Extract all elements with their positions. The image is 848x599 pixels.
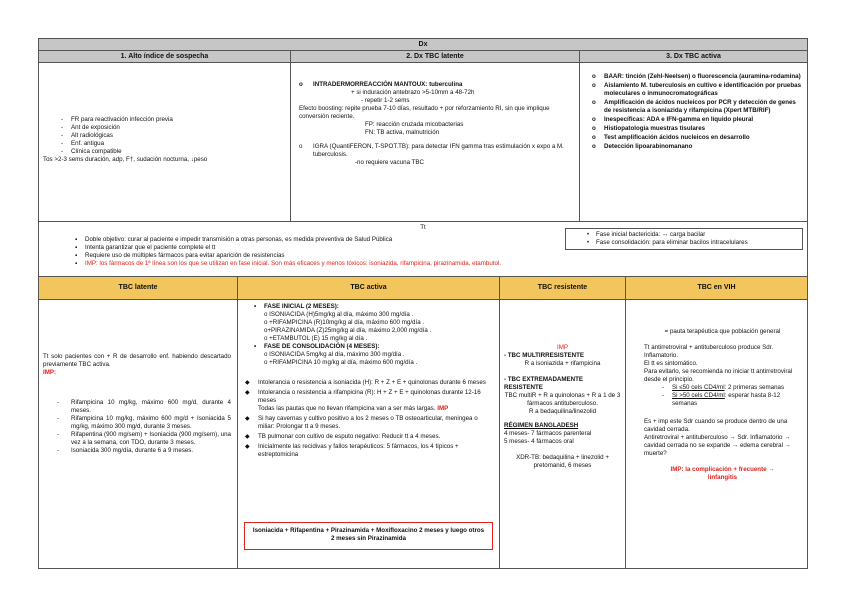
multi-text: R a isoniazida + rifampicina — [524, 360, 601, 367]
fase-inicial-drug: o +ETAMBUTOL (E) 15 mg/kg al día . — [264, 335, 368, 342]
list-item: ▪ Intenta garantizar que el paciente complete el tt — [73, 244, 567, 252]
latente-imp: IMP: — [43, 369, 57, 376]
section-header-latente: 2. Dx TBC latente — [290, 50, 580, 63]
list-item: - Ant de exposición — [57, 124, 290, 132]
list-item: ◆ Si hay cavernas y cultivo positivo a los 2 meses o TB osteoarticular, meningea o miliar: Prolongar tt a 9 meses. — [244, 415, 495, 431]
mantoux-title: INTRADERMORREACCIÓN MANTOUX: tuberculina — [313, 81, 463, 88]
igra-note: -no requiere vacuna TBC — [355, 159, 425, 166]
sospecha-list — [39, 116, 290, 156]
list-item: o BAAR: tinción (Zehl-Neelsen) o fluorescencia (auramina-rodamina) — [588, 73, 803, 81]
section-header-sospecha: 1. Alto índice de sospecha — [38, 50, 291, 63]
fase-consolidacion-drug: o +RIFAMPICINA 10 mg/kg al día, máximo 600 mg/día . — [264, 359, 418, 366]
false-negative: FN: TB activa, malnutrición — [365, 129, 440, 136]
col-header-latente: TBC latente — [38, 276, 238, 300]
resistente-cell — [499, 299, 626, 569]
list-item: ◆ Inicialmente las recidivas y fallos terapéuticos: 5 fármacos, los 4 típicos + estreptomicina — [244, 443, 495, 459]
list-item: o Aislamiento M. tuberculosis en cultivo e identificación por pruebas moleculares o inmunocromatográficas — [588, 82, 803, 98]
ext-text-2: R a bedaquilina/linezolid — [528, 408, 597, 415]
list-item: ◆ Intolerancia o resistencia a isoniacida (H): R + Z + E + quinolonas durante 6 meses — [244, 379, 495, 387]
sospecha-tos: Tos >2-3 sems duración, adp, F†, sudación nocturna, ↓peso — [43, 156, 208, 163]
latente-cell — [38, 299, 238, 569]
activa-note-imp: IMP — [437, 405, 449, 412]
list-item: o Amplificación de ácidos nucleicos por PCR y detección de genes de resistencia a isoniazida y rifampicina (Xpert MTB/RIF) — [588, 99, 803, 115]
list-item: ◆ TB pulmonar con cultivo de esputo negativo: Reducir tt a 4 meses. — [244, 433, 495, 441]
latente-dx-cell: o INTRADERMORREACCIÓN MANTOUX: tuberculina + si induración antebrazo >5-10mm a 48-72h - repetir 1-2 sems Efecto boosting: repite prueba 7-10 días, resultado + por reforzamiento RI, sin que implique conversión reciente. FP: reacción cruzada micobacterias FN: TB activa, malnutrición o IGRA (QuantiFERON, T-SPOT.TB): para detectar IFN gamma tras estimulación x expo a M. tuberculosis. -no requiere vacuna TBC — [290, 62, 580, 222]
mantoux-repeat: - repetir 1-2 sems — [361, 97, 410, 104]
boosting-text: Efecto boosting: repite prueba 7-10 días, resultado + por reforzamiento RI, sin que implique conversión reciente. — [299, 105, 550, 120]
bangladesh-item: 5 meses- 4 fármacos oral — [504, 438, 574, 445]
list-item: - Enf. antigua — [57, 140, 290, 148]
section-header-activa: 3. Dx TBC activa — [579, 50, 808, 63]
list-item: - Rifapentina (900 mg/sem) + Isoniacida (900 mg/sem), una vez a la semana, con TDO, durante 3 meses. — [53, 431, 231, 447]
vih-p1: Tt antirretroviral + antituberculoso produce Sdr. Inflamatorio. — [644, 344, 774, 359]
fase-inicial-drug: o+PIRAZINAMIDA (Z)25mg/kg al día, máximo 2,000 mg/día . — [264, 327, 432, 334]
vih-cell — [625, 299, 808, 569]
list-item: - Rifampicina 10 mg/kg, máximo 600 mg/d + Isoniacida 5 mg/kg, máximo 300 mg/d, durante 3 meses. — [53, 415, 231, 431]
tt-cell: Tt ▪ Doble objetivo: curar al paciente e impedir transmisión a otras personas, es medida preventiva de Salud Pública ▪ Intenta garantizar que el paciente complete el tt ▪ Requiere uso de múltiples fármacos para evitar aparición de resistencias ▪ IMP: los fármacos de 1ª línea son los que se utilizan en fase inicial. Son más eficaces y menos tóxicos: isoniazida, rifampicina, pirazinamida, etambutol. • Fase inicial bactericida: ↔ carga bacilar • Fase consolidación: para eliminar bacilos intracelulares — [38, 221, 808, 277]
tt-phase-box — [565, 228, 803, 250]
dx-title: Dx — [38, 38, 808, 51]
list-item: ▪ Doble objetivo: curar al paciente e impedir transmisión a otras personas, es medida preventiva de Salud Pública — [73, 236, 567, 244]
col-header-resistente: TBC resistente — [499, 276, 626, 300]
tt-title: Tt — [420, 224, 426, 231]
vih-p3: Para evitarlo, se recomienda no iniciar tt antirretroviral desde el principio. — [644, 368, 793, 383]
fase-inicial-drug: o ISONIACIDA (H)5mg/kg al día, máximo 300 mg/día . — [264, 311, 414, 318]
vih-p5: Antiretroviral + antituberculoso → Sdr. Inflamatorio → cavidad cerrada no se expande → edema cerebral → muerte? — [644, 434, 791, 457]
fase-inicial-title: FASE INICIAL (2 MESES): — [264, 303, 339, 310]
igra-text: IGRA (QuantiFERON, T-SPOT.TB): para detectar IFN gamma tras estimulación x expo a M. tuberculosis. — [313, 143, 564, 158]
list-item: o Detección lipoarabinomanano — [588, 143, 803, 151]
list-item: - Alt radiológicas — [57, 132, 290, 140]
resistente-imp: IMP — [556, 344, 568, 351]
fase-consolidacion-drug: o ISONIACIDA 5mg/kg al día, máximo 300 mg/día . — [264, 351, 405, 358]
list-item: ▪ Requiere uso de múltiples fármacos para evitar aparición de resistencias — [73, 252, 567, 260]
list-item: o Inespecíficas: ADA e IFN-gamma en líquido pleural — [588, 116, 803, 124]
bangladesh-item: 4 meses- 7 fármacos parenteral — [504, 430, 592, 437]
bangladesh-title: RÉGIMEN BANGLADESH — [504, 422, 579, 429]
fase-inicial-drug: o +RIFAMPICINA (R)10mg/kg al día, máximo 600 mg/día . — [264, 319, 425, 326]
list-item: - Isoniacida 300 mg/día, durante 6 a 9 meses. — [53, 447, 231, 455]
cd4-threshold: Si >50 cels CD4/ml — [672, 392, 725, 399]
ext-text: TBC multiR + R a quinolonas + R a 1 de 3 fármacos antituberculoso. — [504, 392, 621, 407]
cd4-threshold: Si ≤50 cels CD4/ml — [672, 384, 725, 391]
fase-consolidacion-title: FASE DE CONSOLIDACIÓN (4 MESES): — [264, 343, 380, 350]
list-item: - FR para reactivación infección previa — [57, 116, 290, 124]
vih-p4: Es + imp este Sdr cuando se produce dentro de una cavidad cerrada. — [644, 418, 788, 433]
list-item: o Histiopatología muestras tisulares — [588, 125, 803, 133]
activa-dx-list — [588, 73, 803, 152]
activa-regimen-box: Isoniacida + Rifapentina + Pirazinamida + Moxifloxacino 2 meses y luego otros 2 meses sin Pirazinamida — [244, 522, 493, 550]
vih-p2: El tt es sintomático. — [644, 360, 698, 367]
latente-intro: Tt solo pacientes con + R de desarrollo enf. habiendo descartado previamente TBC activa. — [43, 353, 231, 368]
list-item: - Clínica compatible — [57, 148, 290, 156]
tt-list — [73, 236, 567, 260]
mantoux-positive: + si induración antebrazo >5-10mm a 48-72h — [351, 89, 475, 96]
tt-imp: IMP: los fármacos de 1ª línea son los que se utilizan en fase inicial. Son más eficaces y menos tóxicos: isoniazida, rifampicina, pirazinamida, etambutol. — [85, 260, 502, 267]
vih-imp: IMP: la complicación + frecuente → linfangitis — [670, 466, 775, 481]
list-item: - Rifampicina 10 mg/kg, máximo 600 mg/d, durante 4 meses. — [53, 399, 231, 415]
latente-list — [53, 399, 231, 455]
list-item — [658, 384, 801, 392]
activa-dx-cell — [579, 62, 808, 222]
vih-pauta: = pauta terapéutica que población general — [664, 328, 781, 335]
activa-cell: • FASE INICIAL (2 MESES): o ISONIACIDA (H)5mg/kg al día, máximo 300 mg/día . o +RIFAMPICINA (R)10mg/kg al día, máximo 600 mg/día . o+PIRAZINAMIDA (Z)25mg/kg al día, máximo 2,000 mg/día . o +ETAMBUTOL (E) 15 mg/kg al día . • FASE DE CONSOLIDACIÓN (4 MESES): o ISONIACIDA 5mg/kg al día, máximo 300 mg/día . o +RIFAMPICINA 10 mg/kg al día, máximo 600 mg/día . ◆ Intolerancia o resistencia a isoniacida (H): R + Z + E + quinolonas durante 6 meses ◆ Intolerancia o resistencia a rifampicina (R): H + Z + E + quinolonas durante 12-16 meses Todas las pautas que no llevan rifampicina van a ser más largas. IMP ◆ Si hay cavernas y cultivo positivo a los 2 meses o TB osteoarticular, meningea o miliar: Prolongar tt a 9 meses. ◆ TB pulmonar con cultivo de esputo negativo: Reducir tt a 4 meses. ◆ Inicialmente las recidivas y fallos terapéuticos: 5 fármacos, los 4 típicos + estreptomicina Isoniacida + Rifapentina + Pirazinamida + Moxifloxacino 2 meses y luego otros 2 meses sin Pirazinamida — [237, 299, 500, 569]
cd4-action: : 2 primeras semanas — [724, 384, 785, 391]
sospecha-cell — [38, 62, 291, 222]
false-positive: FP: reacción cruzada micobacterias — [365, 121, 464, 128]
list-item: o Test amplificación ácidos nucleicos en desarrollo — [588, 134, 803, 142]
list-item: ◆ Intolerancia o resistencia a rifampicina (R): H + Z + E + quinolonas durante 12-16 meses — [244, 389, 495, 405]
activa-note: Todas las pautas que no llevan rifampicina van a ser más largas. — [258, 405, 436, 412]
col-header-vih: TBC en VIH — [625, 276, 808, 300]
list-item — [658, 392, 801, 408]
list-item: • Fase inicial bactericida: ↔ carga bacilar — [584, 231, 802, 239]
multi-title: - TBC MULTIRRESISTENTE — [504, 352, 584, 359]
col-header-activa: TBC activa — [237, 276, 500, 300]
list-item: • Fase consolidación: para eliminar bacilos intracelulares — [584, 239, 802, 247]
xdr-text: XDR-TB: bedaquilina + linezolid + pretomanid, 6 meses — [516, 454, 609, 469]
cd4-action: : esperar hasta 8-12 semanas — [672, 392, 781, 407]
ext-title: - TBC EXTREMADAMENTE RESISTENTE — [504, 376, 584, 391]
